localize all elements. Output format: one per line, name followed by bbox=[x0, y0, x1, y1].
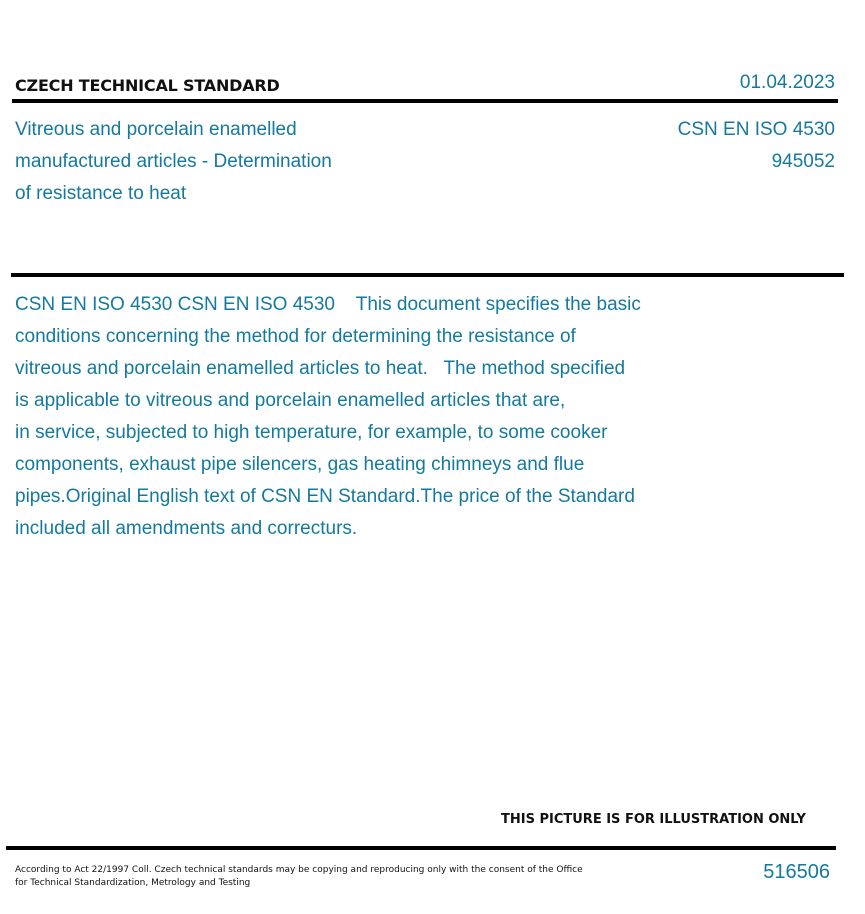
standard-codes bbox=[678, 114, 835, 178]
legal-line: for Technical Standardization, Metrology and Testing bbox=[15, 878, 251, 888]
abstract-line: included all amendments and correcturs. bbox=[15, 518, 358, 539]
abstract-line: components, exhaust pipe silencers, gas heating chimneys and flue bbox=[15, 454, 585, 475]
abstract-line: in service, subjected to high temperature, for example, to some cooker bbox=[15, 422, 608, 443]
abstract-line: is applicable to vitreous and porcelain enamelled articles that are, bbox=[15, 390, 566, 411]
illustration-disclaimer: THIS PICTURE IS FOR ILLUSTRATION ONLY bbox=[501, 812, 806, 827]
standard-designation: CSN EN ISO 4530 bbox=[677, 119, 835, 140]
abstract-line: pipes.Original English text of CSN EN Standard.The price of the Standard bbox=[15, 486, 635, 507]
title-line: of resistance to heat bbox=[15, 183, 187, 204]
abstract-text bbox=[15, 289, 641, 545]
abstract-line: vitreous and porcelain enamelled articles to heat. The method specified bbox=[15, 358, 626, 379]
title-line: manufactured articles - Determination bbox=[15, 151, 332, 172]
abstract-line: CSN EN ISO 4530 CSN EN ISO 4530 This document specifies the basic bbox=[15, 294, 641, 315]
header-divider bbox=[12, 99, 838, 103]
classification-code: 945052 bbox=[771, 151, 835, 172]
standard-title bbox=[15, 114, 415, 210]
legal-notice bbox=[15, 864, 583, 890]
document-type-label: CZECH TECHNICAL STANDARD bbox=[15, 76, 280, 95]
footer-divider bbox=[6, 846, 836, 850]
legal-line: According to Act 22/1997 Coll. Czech technical standards may be copying and reproducing only with the consent of the Office bbox=[15, 865, 583, 875]
publication-date: 01.04.2023 bbox=[739, 72, 835, 93]
title-divider bbox=[11, 273, 844, 277]
title-line: Vitreous and porcelain enamelled bbox=[15, 119, 297, 140]
catalog-number: 516506 bbox=[763, 861, 830, 883]
abstract-line: conditions concerning the method for determining the resistance of bbox=[15, 326, 576, 347]
